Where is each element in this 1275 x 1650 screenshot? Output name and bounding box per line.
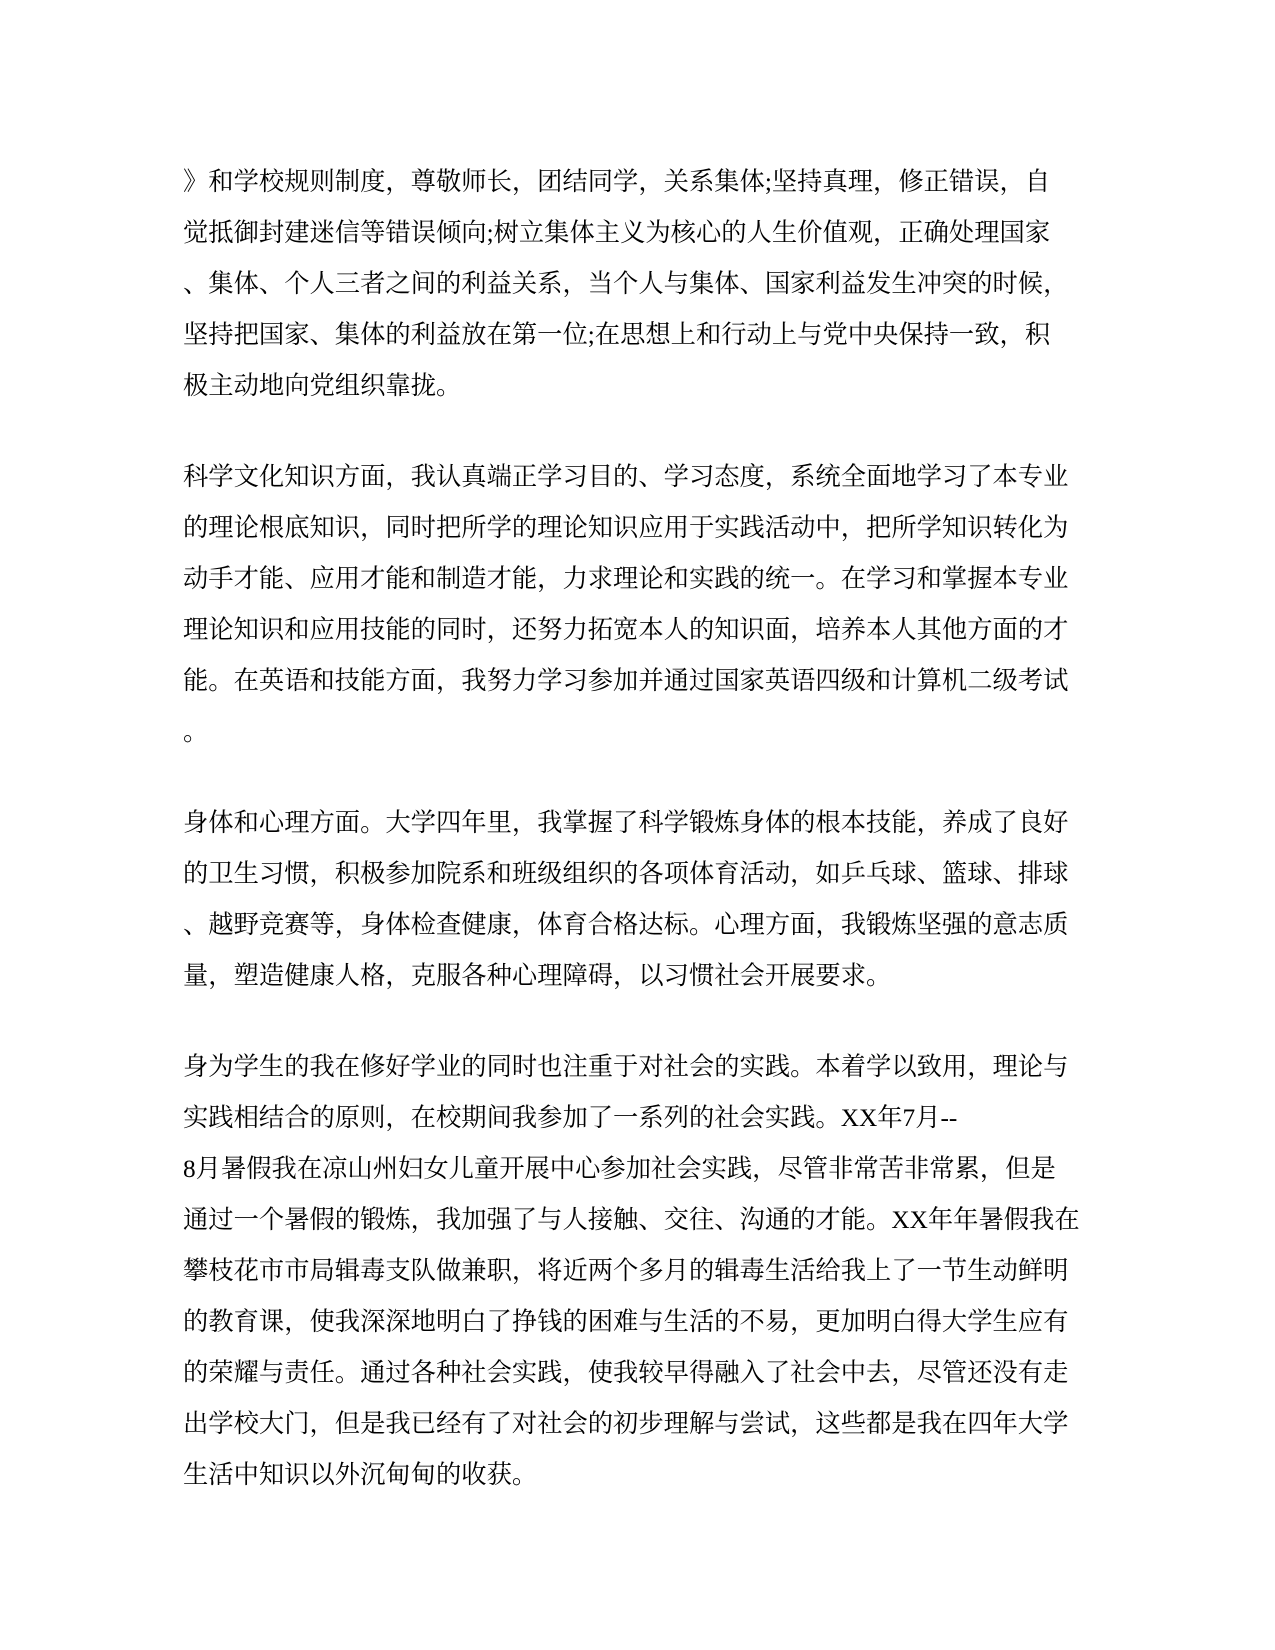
text-line: 的卫生习惯，积极参加院系和班级组织的各项体育活动，如乒乓球、篮球、排球: [183, 860, 1069, 888]
paragraph: [183, 798, 1071, 1002]
text-line: 的教育课，使我深深地明白了挣钱的困难与生活的不易，更加明白得大学生应有: [183, 1308, 1069, 1336]
text-line: 坚持把国家、集体的利益放在第一位;在思想上和行动上与党中央保持一致，积: [183, 321, 1051, 349]
text-line: 攀枝花市市局辑毒支队做兼职，将近两个多月的辑毒生活给我上了一节生动鲜明: [183, 1257, 1069, 1285]
text-line: 出学校大门，但是我已经有了对社会的初步理解与尝试，这些都是我在四年大学: [183, 1410, 1069, 1438]
text-line: 8月暑假我在凉山州妇女儿童开展中心参加社会实践，尽管非常苦非常累，但是: [183, 1155, 1056, 1183]
text-line: 身体和心理方面。大学四年里，我掌握了科学锻炼身体的根本技能，养成了良好: [183, 809, 1069, 837]
text-line: 量，塑造健康人格，克服各种心理障碍，以习惯社会开展要求。: [183, 962, 892, 990]
text-line: 觉抵御封建迷信等错误倾向;树立集体主义为核心的人生价值观，正确处理国家: [183, 219, 1051, 247]
text-line: 。: [183, 718, 209, 746]
text-line: 动手才能、应用才能和制造才能，力求理论和实践的统一。在学习和掌握本专业: [183, 565, 1069, 593]
text-line: 实践相结合的原则，在校期间我参加了一系列的社会实践。XX年7月--: [183, 1104, 958, 1132]
text-line: 、越野竞赛等，身体检查健康，体育合格达标。心理方面，我锻炼坚强的意志质: [183, 911, 1069, 939]
paragraph: [183, 157, 1071, 412]
text-line: 的荣耀与责任。通过各种社会实践，使我较早得融入了社会中去，尽管还没有走: [183, 1359, 1069, 1387]
document-body: [183, 157, 1080, 1501]
text-line: 能。在英语和技能方面，我努力学习参加并通过国家英语四级和计算机二级考试: [183, 667, 1069, 695]
text-line: 》和学校规则制度，尊敬师长，团结同学，关系集体;坚持真理，修正错误，自: [183, 168, 1051, 196]
text-line: 极主动地向党组织靠拢。: [183, 372, 462, 400]
text-line: 身为学生的我在修好学业的同时也注重于对社会的实践。本着学以致用，理论与: [183, 1053, 1069, 1081]
text-line: 生活中知识以外沉甸甸的收获。: [183, 1461, 538, 1489]
paragraph: [183, 1042, 1080, 1501]
text-line: 通过一个暑假的锻炼，我加强了与人接触、交往、沟通的才能。XX年年暑假我在: [183, 1206, 1080, 1234]
text-line: 科学文化知识方面，我认真端正学习目的、学习态度，系统全面地学习了本专业: [183, 463, 1069, 491]
text-line: 理论知识和应用技能的同时，还努力拓宽本人的知识面，培养本人其他方面的才: [183, 616, 1069, 644]
text-line: 的理论根底知识，同时把所学的理论知识应用于实践活动中，把所学知识转化为: [183, 514, 1069, 542]
paragraph: [183, 452, 1071, 758]
text-line: 、集体、个人三者之间的利益关系，当个人与集体、国家利益发生冲突的时候，: [183, 270, 1069, 298]
